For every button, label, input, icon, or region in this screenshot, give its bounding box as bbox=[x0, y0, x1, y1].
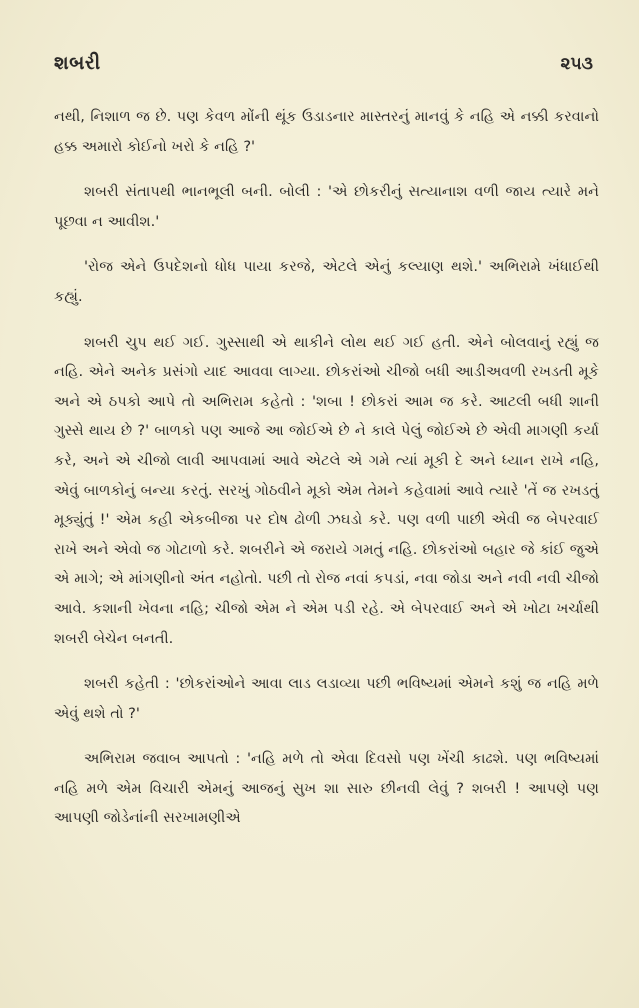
paragraph: શબરી સંતાપથી ભાનભૂલી બની. બોલી : 'એ છોકરીનું સત્યાનાશ વળી જાય ત્યારે મને પૂછવા ન આવીશ.' bbox=[54, 183, 599, 230]
running-title: શબરી bbox=[54, 52, 101, 74]
paragraph: શબરી ચુપ થઈ ગઈ. ગુસ્સાથી એ થાકીને લોથ થઈ ગઈ હતી. એને બોલવાનું રહ્યું જ નહિ. એને અનેક પ્રસંગો યાદ આવવા લાગ્યા. છોકરાંઓ ચીજો બધી આડીઅવળી રખડતી મૂકે અને એ ઠપકો આપે તો અભિરામ કહેતો : 'શબા ! છોકરાં આમ જ કરે. આટલી બધી શાની ગુસ્સે થાય છે ?' બાળકો પણ આજે આ જોઈએ છે ને કાલે પેલું જોઈએ છે એવી માગણી કર્યા કરે, અને એ ચીજો લાવી આપવામાં આવે એટલે એ ગમે ત્યાં મૂકી દે અને ધ્યાન રાખે નહિ, એવું બાળકોનું બન્યા કરતું. સરખું ગોઠવીને મૂકો એમ તેમને કહેવામાં આવે ત્યારે 'તેં જ રખડતું મૂક્યુંતું !' એમ કહી એકબીજા પર દોષ ઢોળી ઝઘડો કરે. પણ વળી પાછી એવી જ બેપરવાઈ રાખે અને એવો જ ગોટાળો કરે. શબરીને એ જરાયે ગમતું નહિ. છોકરાંઓ બહાર જે કાંઈ જુએ એ માગે; એ માંગણીનો અંત નહોતો. પછી તો રોજ નવાં કપડાં, નવા જોડા અને નવી નવી ચીજો આવે. કશાની ખેવના નહિ; ચીજો એમ ને એમ પડી રહે. એ બેપરવાઈ અને એ ખોટા ખર્ચાથી શબરી બેચેન બનતી. bbox=[54, 333, 599, 647]
paragraph: શબરી કહેતી : 'છોકરાંઓને આવા લાડ લડાવ્યા પછી ભવિષ્યમાં એમને કશું જ નહિ મળે એવું થશે તો ?' bbox=[54, 675, 599, 722]
paragraph: અભિરામ જવાબ આપતો : 'નહિ મળે તો એવા દિવસો પણ ખેંચી કાઢશે. પણ ભવિષ્યમાં નહિ મળે એમ વિચારી એમનું આજનું સુખ શા સારુ છીનવી લેવું ? શબરી ! આપણે પણ આપણી જોડેનાંની સરખામણીએ bbox=[54, 750, 599, 827]
page-body bbox=[54, 102, 599, 833]
paragraph: 'રોજ એને ઉપદેશનો ધોધ પાયા કરજે, એટલે એનું કલ્યાણ થશે.' અભિરામે ખંધાઈથી કહ્યું. bbox=[54, 258, 599, 305]
page-header bbox=[54, 52, 599, 92]
paragraph-continued: નથી, નિશાળ જ છે. પણ કેવળ મોંની થૂંક ઉડાડનાર માસ્તરનું માનવું કે નહિ એ નક્કી કરવાનો હક્ક અમારો કોઈનો ખરો કે નહિ ?' bbox=[54, 108, 599, 155]
page-number: ૨૫૩ bbox=[560, 54, 593, 74]
